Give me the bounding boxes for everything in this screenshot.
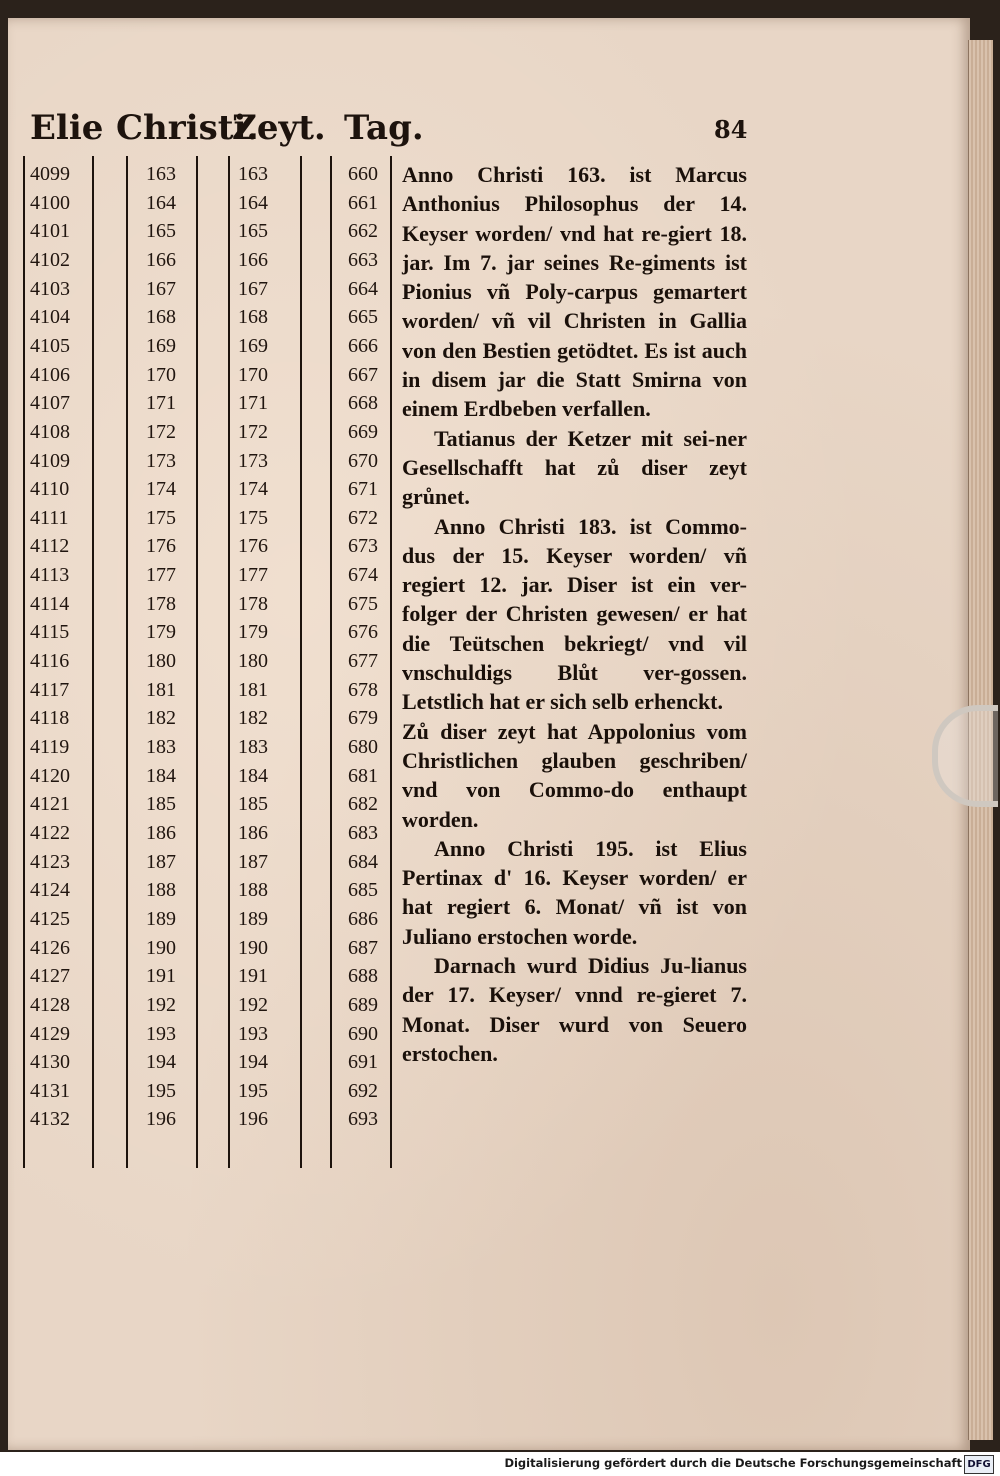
christi-year-cell: 173 — [146, 449, 176, 472]
tag-number-cell: 671 — [348, 478, 378, 501]
elie-year-cell: 4111 — [30, 506, 69, 529]
elie-year-cell: 4129 — [30, 1022, 70, 1045]
elie-year-cell: 4124 — [30, 879, 70, 902]
elie-year-cell: 4112 — [30, 535, 70, 558]
tag-number-cell: 691 — [348, 1051, 378, 1074]
zeyt-year-cell: 191 — [238, 965, 268, 988]
christi-year-cell: 172 — [146, 420, 176, 443]
zeyt-year-cell: 189 — [238, 907, 268, 930]
tag-number-cell: 677 — [348, 650, 378, 673]
christi-year-cell: 189 — [146, 907, 176, 930]
tag-number-cell: 692 — [348, 1079, 378, 1102]
tag-number-cell: 675 — [348, 592, 378, 615]
elie-year-cell: 4105 — [30, 334, 70, 357]
elie-year-cell: 4119 — [30, 736, 70, 758]
zeyt-year-cell: 168 — [238, 306, 268, 329]
christi-year-cell: 166 — [146, 248, 176, 271]
zeyt-year-cell: 178 — [238, 592, 268, 615]
elie-year-cell: 4120 — [30, 764, 70, 787]
christi-year-cell: 169 — [146, 334, 176, 357]
zeyt-year-cell: 167 — [238, 277, 268, 300]
column-rule — [390, 156, 392, 1168]
tag-number-cell: 678 — [348, 678, 378, 701]
elie-year-cell: 4108 — [30, 420, 70, 443]
christi-year-cell: 179 — [146, 621, 176, 644]
tag-number-cell: 683 — [348, 821, 378, 844]
chronicle-text — [402, 160, 747, 1068]
tag-number-cell: 682 — [348, 793, 378, 816]
elie-year-cell: 4130 — [30, 1051, 70, 1074]
tag-number-cell: 687 — [348, 936, 378, 959]
paragraph-commodus: Anno Christi 183. ist Commo-dus der 15. Keyser worden/ vñ regiert 12. jar. Diser ist ein ver-folger der Christen gewesen/ er hat die Teütschen bekriegt/ vnd vil vnschuldigs Blůt ver-gossen. Letstlich hat er sich selb erhenckt. — [402, 513, 747, 715]
christi-year-cell: 168 — [146, 306, 176, 329]
elie-year-cell: 4123 — [30, 850, 70, 873]
christi-year-cell: 186 — [146, 821, 176, 844]
christi-year-cell: 176 — [146, 535, 176, 558]
tag-number-cell: 674 — [348, 564, 378, 587]
christi-year-cell: 170 — [146, 363, 176, 386]
zeyt-year-cell: 188 — [238, 879, 268, 902]
elie-year-cell: 4110 — [30, 478, 70, 501]
zeyt-year-cell: 195 — [238, 1079, 268, 1102]
zeyt-year-cell: 180 — [238, 650, 268, 673]
elie-year-cell: 4117 — [30, 678, 70, 701]
zeyt-year-cell: 194 — [238, 1051, 268, 1074]
tag-number-cell: 665 — [348, 306, 378, 329]
column-rule — [196, 156, 198, 1168]
christi-year-cell: 164 — [146, 191, 176, 214]
elie-year-cell: 4116 — [30, 650, 70, 673]
elie-year-cell: 4126 — [30, 936, 70, 959]
christi-year-cell: 195 — [146, 1079, 176, 1102]
elie-year-cell: 4121 — [30, 793, 70, 816]
tag-number-cell: 673 — [348, 535, 378, 558]
zeyt-year-cell: 171 — [238, 392, 268, 415]
paragraph-tatianus: Tatianus der Ketzer mit sei-ner Gesellschafft hat zů diser zeyt grůnet. — [402, 425, 747, 510]
tag-number-cell: 679 — [348, 707, 378, 730]
paragraph-didius-julianus: Darnach wurd Didius Ju-lianus der 17. Keyser/ vnnd re-gieret 7. Monat. Diser wurd von Seuero erstochen. — [402, 953, 747, 1066]
zeyt-year-cell: 170 — [238, 363, 268, 386]
zeyt-year-cell: 173 — [238, 449, 268, 472]
elie-year-cell: 4125 — [30, 907, 70, 930]
header-zeyt: Zeyt. — [232, 108, 326, 148]
christi-year-cell: 194 — [146, 1051, 176, 1074]
elie-year-cell: 4107 — [30, 392, 70, 415]
elie-year-cell: 4113 — [30, 564, 70, 587]
christi-year-cell: 191 — [146, 965, 176, 988]
christi-year-cell: 165 — [146, 220, 176, 243]
tag-number-cell: 667 — [348, 363, 378, 386]
elie-year-cell: 4122 — [30, 821, 70, 844]
tag-number-cell: 669 — [348, 420, 378, 443]
zeyt-year-cell: 176 — [238, 535, 268, 558]
tag-number-cell: 693 — [348, 1108, 378, 1131]
column-rule — [126, 156, 128, 1168]
zeyt-year-cell: 172 — [238, 420, 268, 443]
zeyt-year-cell: 164 — [238, 191, 268, 214]
zeyt-year-cell: 174 — [238, 478, 268, 501]
christi-year-cell: 175 — [146, 506, 176, 529]
zeyt-year-cell: 166 — [238, 248, 268, 271]
tag-number-cell: 661 — [348, 191, 378, 214]
christi-year-cell: 188 — [146, 879, 176, 902]
header-christi: Christi. — [116, 108, 259, 148]
christi-year-cell: 190 — [146, 936, 176, 959]
zeyt-year-cell: 192 — [238, 993, 268, 1016]
digitization-footer — [0, 1452, 1000, 1476]
header-elie: Elie — [30, 108, 104, 148]
christi-year-cell: 196 — [146, 1108, 176, 1131]
tag-number-cell: 666 — [348, 334, 378, 357]
tag-number-cell: 663 — [348, 248, 378, 271]
column-rule — [92, 156, 94, 1168]
christi-year-cell: 193 — [146, 1022, 176, 1045]
zeyt-year-cell: 169 — [238, 334, 268, 357]
zeyt-year-cell: 193 — [238, 1022, 268, 1045]
tag-number-cell: 668 — [348, 392, 378, 415]
elie-year-cell: 4127 — [30, 965, 70, 988]
zeyt-year-cell: 175 — [238, 506, 268, 529]
column-rule — [300, 156, 302, 1168]
page-number: 84 — [714, 115, 748, 144]
elie-year-cell: 4102 — [30, 248, 70, 271]
column-rule — [228, 156, 230, 1168]
tag-number-cell: 672 — [348, 506, 378, 529]
elie-year-cell: 4132 — [30, 1108, 70, 1131]
elie-year-cell: 4128 — [30, 993, 70, 1016]
christi-year-cell: 182 — [146, 707, 176, 730]
tag-number-cell: 664 — [348, 277, 378, 300]
tag-number-cell: 676 — [348, 621, 378, 644]
elie-year-cell: 4104 — [30, 306, 70, 329]
elie-year-cell: 4114 — [30, 592, 70, 615]
christi-year-cell: 187 — [146, 850, 176, 873]
christi-year-cell: 185 — [146, 793, 176, 816]
paragraph-pertinax: Anno Christi 195. ist Elius Pertinax d' 16. Keyser worden/ er hat regiert 6. Monat/ vñ ist von Juliano erstochen worde. — [402, 835, 747, 949]
tag-number-cell: 685 — [348, 879, 378, 902]
christi-year-cell: 163 — [146, 163, 176, 185]
elie-year-cell: 4100 — [30, 191, 70, 214]
zeyt-year-cell: 184 — [238, 764, 268, 787]
zeyt-year-cell: 183 — [238, 736, 268, 758]
tag-number-cell: 670 — [348, 449, 378, 472]
tag-number-cell: 660 — [348, 163, 378, 185]
tag-number-cell: 686 — [348, 907, 378, 930]
paragraph-marcus-anthonius: Anno Christi 163. ist Marcus Anthonius Philosophus der 14. Keyser worden/ vnd hat re-giert 18. jar. Im 7. jar seines Re-giments ist Pionius vñ Poly-carpus gemartert worden/ vñ vil Christen in Gallia von den Bestien getödtet. Es ist auch in disem jar die Statt Smirna von einem Erdbeben verfallen. — [402, 162, 747, 422]
tag-number-cell: 690 — [348, 1022, 378, 1045]
christi-year-cell: 181 — [146, 678, 176, 701]
christi-year-cell: 174 — [146, 478, 176, 501]
tag-number-cell: 681 — [348, 764, 378, 787]
christi-year-cell: 178 — [146, 592, 176, 615]
zeyt-year-cell: 177 — [238, 564, 268, 587]
zeyt-year-cell: 185 — [238, 793, 268, 816]
zeyt-year-cell: 179 — [238, 621, 268, 644]
column-rule — [330, 156, 332, 1168]
tag-number-cell: 662 — [348, 220, 378, 243]
header-tag: Tag. — [344, 108, 424, 148]
zeyt-year-cell: 165 — [238, 220, 268, 243]
christi-year-cell: 180 — [146, 650, 176, 673]
tag-number-cell: 684 — [348, 850, 378, 873]
elie-year-cell: 4109 — [30, 449, 70, 472]
christi-year-cell: 184 — [146, 764, 176, 787]
christi-year-cell: 192 — [146, 993, 176, 1016]
christi-year-cell: 171 — [146, 392, 176, 415]
tag-number-cell: 689 — [348, 993, 378, 1016]
elie-year-cell: 4106 — [30, 363, 70, 386]
footer-credit: Digitalisierung gefördert durch die Deutsche Forschungsgemeinschaft — [504, 1456, 962, 1470]
zeyt-year-cell: 190 — [238, 936, 268, 959]
tag-number-cell: 680 — [348, 736, 378, 758]
column-rule — [23, 156, 25, 1168]
christi-year-cell: 183 — [146, 736, 176, 758]
christi-year-cell: 167 — [146, 277, 176, 300]
zeyt-year-cell: 196 — [238, 1108, 268, 1131]
zeyt-year-cell: 187 — [238, 850, 268, 873]
paragraph-appolonius: Zů diser zeyt hat Appolonius vom Christlichen glauben geschriben/ vnd von Commo-do enthaupt worden. — [402, 718, 747, 832]
christi-year-cell: 177 — [146, 564, 176, 587]
zeyt-year-cell: 182 — [238, 707, 268, 730]
zeyt-year-cell: 186 — [238, 821, 268, 844]
tag-number-cell: 688 — [348, 965, 378, 988]
zeyt-year-cell: 163 — [238, 163, 268, 185]
elie-year-cell: 4118 — [30, 707, 70, 730]
elie-year-cell: 4131 — [30, 1079, 70, 1102]
elie-year-cell: 4115 — [30, 621, 70, 644]
zeyt-year-cell: 181 — [238, 678, 268, 701]
elie-year-cell: 4099 — [30, 163, 70, 185]
elie-year-cell: 4101 — [30, 220, 70, 243]
dfg-logo-icon: DFG — [964, 1455, 994, 1474]
elie-year-cell: 4103 — [30, 277, 70, 300]
